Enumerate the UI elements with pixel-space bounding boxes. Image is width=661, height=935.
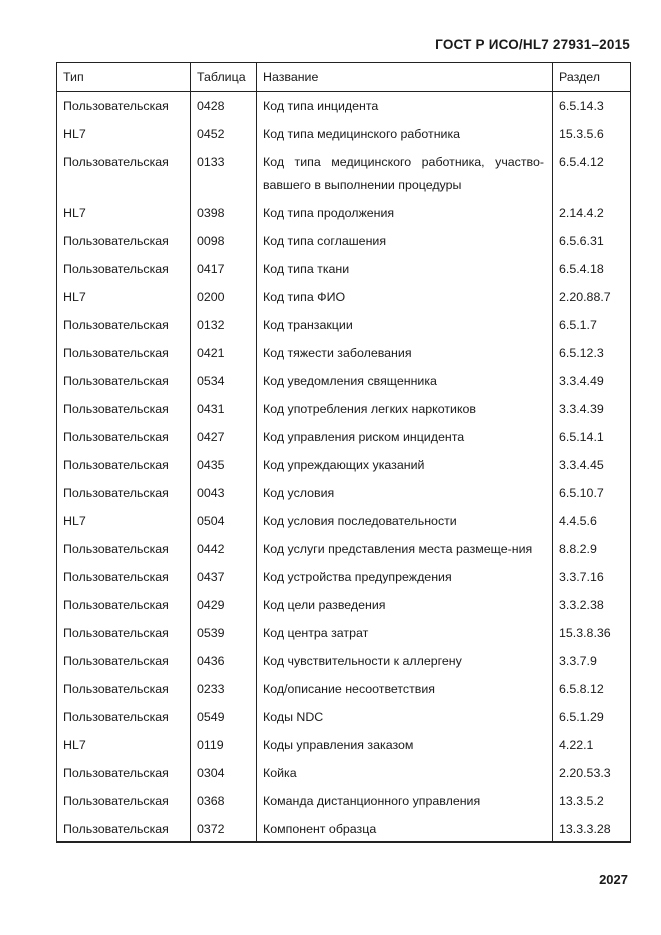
cell-name: Код уведомления священника bbox=[257, 365, 553, 393]
table-row bbox=[57, 197, 631, 225]
cell-section: 3.3.7.16 bbox=[559, 570, 604, 584]
table-row bbox=[57, 225, 631, 253]
cell-section: 4.22.1 bbox=[559, 738, 594, 752]
cell-table-number: 0421 bbox=[191, 337, 257, 365]
cell-section: 15.3.8.36 bbox=[559, 626, 611, 640]
table-row bbox=[57, 729, 631, 757]
cell-table-number: 0428 bbox=[191, 92, 257, 119]
table-row bbox=[57, 617, 631, 645]
table-row bbox=[57, 589, 631, 617]
cell-type: HL7 bbox=[57, 729, 191, 757]
cell-type: Пользовательская bbox=[57, 421, 191, 449]
table-row bbox=[57, 477, 631, 505]
cell-name: Код услуги представления места размеще-ния bbox=[257, 533, 553, 561]
cell-table-number: 0431 bbox=[191, 393, 257, 421]
cell-name: Код транзакции bbox=[257, 309, 553, 337]
cell-section: 6.5.1.7 bbox=[559, 318, 597, 332]
cell-name: Код употребления легких наркотиков bbox=[257, 393, 553, 421]
table-body bbox=[57, 92, 631, 843]
cell-name: Код типа инцидента bbox=[257, 92, 553, 119]
cell-type: Пользовательская bbox=[57, 337, 191, 365]
cell-table-number: 0539 bbox=[191, 617, 257, 645]
cell-name: Код типа продолжения bbox=[257, 197, 553, 225]
cell-name: Код упреждающих указаний bbox=[257, 449, 553, 477]
cell-type: Пользовательская bbox=[57, 785, 191, 813]
cell-table-number: 0132 bbox=[191, 309, 257, 337]
cell-table-number: 0133 bbox=[191, 146, 257, 197]
cell-name: Код управления риском инцидента bbox=[257, 421, 553, 449]
table-row bbox=[57, 92, 631, 119]
cell-table-number: 0442 bbox=[191, 533, 257, 561]
cell-table-number: 0437 bbox=[191, 561, 257, 589]
cell-table-number: 0549 bbox=[191, 701, 257, 729]
cell-name: Код типа медицинского работника bbox=[257, 118, 553, 146]
cell-table-number: 0429 bbox=[191, 589, 257, 617]
table-row bbox=[57, 701, 631, 729]
cell-table-number: 0427 bbox=[191, 421, 257, 449]
table-row bbox=[57, 785, 631, 813]
cell-type: Пользовательская bbox=[57, 365, 191, 393]
cell-type: Пользовательская bbox=[57, 92, 191, 119]
cell-section: 6.5.14.1 bbox=[559, 430, 604, 444]
cell-type: Пользовательская bbox=[57, 146, 191, 197]
cell-table-number: 0372 bbox=[191, 813, 257, 842]
cell-table-number: 0043 bbox=[191, 477, 257, 505]
table-row bbox=[57, 146, 631, 197]
cell-section: 6.5.8.12 bbox=[559, 682, 604, 696]
table-row bbox=[57, 253, 631, 281]
cell-name: Код условия bbox=[257, 477, 553, 505]
document-standard-header: ГОСТ Р ИСО/HL7 27931–2015 bbox=[435, 37, 630, 52]
cell-table-number: 0452 bbox=[191, 118, 257, 146]
cell-name: Код типа медицинского работника, участво-вавшего в выполнении процедуры bbox=[257, 146, 553, 197]
cell-table-number: 0417 bbox=[191, 253, 257, 281]
cell-section: 3.3.7.9 bbox=[559, 654, 597, 668]
cell-section: 6.5.4.18 bbox=[559, 262, 604, 276]
cell-section: 6.5.4.12 bbox=[559, 155, 604, 169]
table-row bbox=[57, 645, 631, 673]
cell-table-number: 0436 bbox=[191, 645, 257, 673]
table-row bbox=[57, 309, 631, 337]
cell-type: HL7 bbox=[57, 505, 191, 533]
cell-type: HL7 bbox=[57, 197, 191, 225]
cell-table-number: 0534 bbox=[191, 365, 257, 393]
cell-section: 6.5.1.29 bbox=[559, 710, 604, 724]
cell-section: 3.3.2.38 bbox=[559, 598, 604, 612]
cell-name: Код типа ФИО bbox=[257, 281, 553, 309]
cell-section: 6.5.6.31 bbox=[559, 234, 604, 248]
cell-section: 13.3.5.2 bbox=[559, 794, 604, 808]
table-row bbox=[57, 281, 631, 309]
table-row bbox=[57, 421, 631, 449]
cell-table-number: 0233 bbox=[191, 673, 257, 701]
table-row bbox=[57, 533, 631, 561]
cell-table-number: 0304 bbox=[191, 757, 257, 785]
cell-section: 6.5.10.7 bbox=[559, 486, 604, 500]
cell-name: Код типа соглашения bbox=[257, 225, 553, 253]
cell-section: 4.4.5.6 bbox=[559, 514, 597, 528]
cell-name: Код цели разведения bbox=[257, 589, 553, 617]
cell-table-number: 0200 bbox=[191, 281, 257, 309]
table-row bbox=[57, 337, 631, 365]
table-row bbox=[57, 365, 631, 393]
cell-type: Пользовательская bbox=[57, 561, 191, 589]
cell-section: 3.3.4.39 bbox=[559, 402, 604, 416]
cell-type: Пользовательская bbox=[57, 757, 191, 785]
cell-type: Пользовательская bbox=[57, 477, 191, 505]
cell-type: HL7 bbox=[57, 118, 191, 146]
cell-type: Пользовательская bbox=[57, 533, 191, 561]
cell-name: Код условия последовательности bbox=[257, 505, 553, 533]
cell-type: Пользовательская bbox=[57, 225, 191, 253]
cell-name: Код тяжести заболевания bbox=[257, 337, 553, 365]
column-header-table: Таблица bbox=[191, 63, 257, 92]
cell-table-number: 0504 bbox=[191, 505, 257, 533]
table-row bbox=[57, 813, 631, 842]
cell-type: Пользовательская bbox=[57, 449, 191, 477]
cell-name: Команда дистанционного управления bbox=[257, 785, 553, 813]
table-row bbox=[57, 757, 631, 785]
table-row bbox=[57, 505, 631, 533]
table-row bbox=[57, 118, 631, 146]
cell-name: Компонент образца bbox=[257, 813, 553, 842]
cell-name: Код центра затрат bbox=[257, 617, 553, 645]
cell-type: Пользовательская bbox=[57, 393, 191, 421]
cell-table-number: 0119 bbox=[191, 729, 257, 757]
cell-table-number: 0098 bbox=[191, 225, 257, 253]
cell-type: Пользовательская bbox=[57, 701, 191, 729]
column-header-name: Название bbox=[257, 63, 553, 92]
table-row bbox=[57, 561, 631, 589]
cell-table-number: 0398 bbox=[191, 197, 257, 225]
cell-section: 6.5.14.3 bbox=[559, 99, 604, 113]
cell-table-number: 0435 bbox=[191, 449, 257, 477]
cell-section: 13.3.3.28 bbox=[559, 822, 611, 836]
cell-name: Код/описание несоответствия bbox=[257, 673, 553, 701]
column-header-section: Раздел bbox=[553, 63, 631, 92]
cell-name: Код типа ткани bbox=[257, 253, 553, 281]
cell-type: Пользовательская bbox=[57, 617, 191, 645]
cell-section: 8.8.2.9 bbox=[559, 542, 597, 556]
cell-name: Код устройства предупреждения bbox=[257, 561, 553, 589]
cell-type: Пользовательская bbox=[57, 813, 191, 842]
cell-type: HL7 bbox=[57, 281, 191, 309]
cell-type: Пользовательская bbox=[57, 309, 191, 337]
cell-section: 2.20.88.7 bbox=[559, 290, 611, 304]
cell-name: Коды NDC bbox=[257, 701, 553, 729]
cell-name: Код чувствительности к аллергену bbox=[257, 645, 553, 673]
cell-section: 3.3.4.49 bbox=[559, 374, 604, 388]
table-row bbox=[57, 673, 631, 701]
cell-name: Коды управления заказом bbox=[257, 729, 553, 757]
cell-name: Койка bbox=[257, 757, 553, 785]
cell-section: 2.20.53.3 bbox=[559, 766, 611, 780]
table-header-row bbox=[57, 63, 631, 92]
column-header-type: Тип bbox=[57, 63, 191, 92]
cell-type: Пользовательская bbox=[57, 253, 191, 281]
page-number: 2027 bbox=[599, 872, 628, 887]
cell-section: 15.3.5.6 bbox=[559, 127, 604, 141]
table-row bbox=[57, 449, 631, 477]
cell-section: 3.3.4.45 bbox=[559, 458, 604, 472]
cell-type: Пользовательская bbox=[57, 589, 191, 617]
cell-section: 6.5.12.3 bbox=[559, 346, 604, 360]
codes-table bbox=[56, 62, 631, 843]
cell-type: Пользовательская bbox=[57, 645, 191, 673]
table-row bbox=[57, 393, 631, 421]
cell-section: 2.14.4.2 bbox=[559, 206, 604, 220]
cell-table-number: 0368 bbox=[191, 785, 257, 813]
cell-type: Пользовательская bbox=[57, 673, 191, 701]
